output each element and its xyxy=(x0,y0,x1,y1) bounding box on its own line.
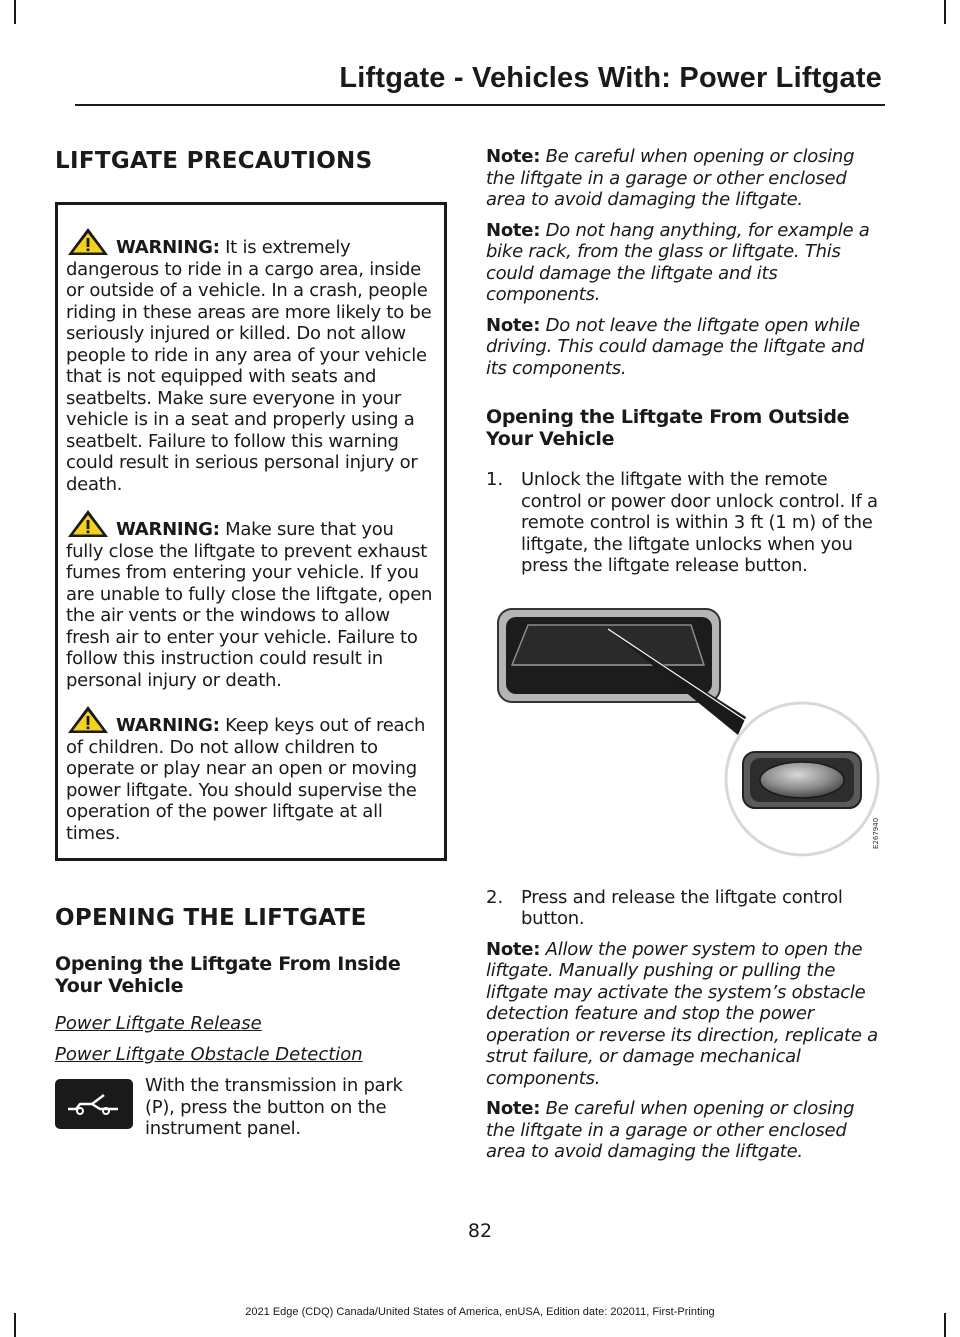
warning-label: WARNING: xyxy=(116,519,220,540)
step-text: Unlock the liftgate with the remote control or power door unlock control. If a remote control is within 3 ft (1 m) of the liftgate, the liftgate unlocks when you press the liftgate release button. xyxy=(521,469,878,576)
section-title-opening: OPENING THE LIFTGATE xyxy=(55,905,367,931)
link-power-liftgate-obstacle-detection[interactable]: Power Liftgate Obstacle Detection xyxy=(55,1043,363,1065)
subsection-title-outside: Opening the Liftgate From Outside Your Vehicle xyxy=(486,406,850,450)
document-footer: 2021 Edge (CDQ) Canada/United States of America, enUSA, Edition date: 202011, First-Printing xyxy=(245,1306,715,1318)
subsection-title-inside: Opening the Liftgate From Inside Your Vehicle xyxy=(55,953,401,997)
warning-item xyxy=(66,705,436,844)
left-column xyxy=(55,146,447,1140)
note-label: Note: xyxy=(486,219,541,241)
step-number: 1. xyxy=(486,469,504,490)
step-item xyxy=(486,469,882,577)
crop-mark xyxy=(944,0,946,24)
warning-text: Make sure that you fully close the liftgate to prevent exhaust fumes from entering your vehicle. If you are unable to fully close the liftgate, open the air vents or the windows to allow fresh air to enter your vehicle. Failure to follow this instruction could result in personal injury or death. xyxy=(66,519,433,691)
icon-instruction-text: With the transmission in park (P), press the button on the instrument panel. xyxy=(145,1075,403,1139)
warning-item xyxy=(66,227,436,495)
warning-box xyxy=(55,202,447,861)
liftgate-icon xyxy=(55,1079,133,1129)
note-label: Note: xyxy=(486,1098,541,1119)
warning-triangle-icon xyxy=(66,227,116,257)
section-title-precautions: LIFTGATE PRECAUTIONS xyxy=(55,148,373,174)
step-text: Press and release the liftgate control button. xyxy=(521,886,843,929)
figure-code: E267940 xyxy=(872,817,880,849)
page-header-title: Liftgate - Vehicles With: Power Liftgate xyxy=(339,62,882,94)
note-text: Be careful when opening or closing the liftgate in a garage or other enclosed area to avoid damaging the liftgate. xyxy=(486,1098,855,1162)
warning-text: Keep keys out of reach of children. Do not allow children to operate or play near an open or moving power liftgate. You should supervise the operation of the power liftgate at all times. xyxy=(66,715,426,844)
icon-instruction-row xyxy=(55,1075,447,1140)
note-text: Do not hang anything, for example a bike rack, from the glass or liftgate. This could damage the liftgate and its components. xyxy=(486,219,870,305)
header-divider xyxy=(75,104,885,106)
note-label: Note: xyxy=(486,314,541,336)
right-column xyxy=(486,146,882,1163)
note-text: Be careful when opening or closing the liftgate in a garage or other enclosed area to avoid damaging the liftgate. xyxy=(486,146,855,210)
warning-label: WARNING: xyxy=(116,715,220,736)
note xyxy=(486,220,882,306)
note xyxy=(486,315,882,380)
step-number: 2. xyxy=(486,886,504,908)
warning-label: WARNING: xyxy=(116,237,220,258)
note-text: Do not leave the liftgate open while driving. This could damage the liftgate and its components. xyxy=(486,314,865,379)
crop-mark xyxy=(14,0,16,24)
link-power-liftgate-release[interactable]: Power Liftgate Release xyxy=(55,1013,262,1034)
note xyxy=(486,146,882,211)
step-item xyxy=(486,887,882,930)
warning-text: It is extremely dangerous to ride in a cargo area, inside or outside of a vehicle. In a crash, people riding in these areas are more likely to be seriously injured or killed. Do not allow people to ride in any area of your vehicle that is not equipped with seats and seatbelts. Make sure everyone in your vehicle is in a seat and properly using a seatbelt. Failure to follow this warning could result in serious personal injury or death. xyxy=(66,237,432,495)
note-label: Note: xyxy=(486,938,541,960)
warning-item xyxy=(66,509,436,691)
warning-triangle-icon xyxy=(66,705,116,735)
note-text: Allow the power system to open the liftgate. Manually pushing or pulling the liftgate may activate the system’s obstacle detection feature and stop the power operation or reverse its direction, replicate a strut failure, or damage mechanical components. xyxy=(486,938,878,1089)
liftgate-release-button-illustration xyxy=(486,591,882,881)
note xyxy=(486,939,882,1090)
page-number: 82 xyxy=(467,1220,493,1242)
note-label: Note: xyxy=(486,146,541,167)
note xyxy=(486,1098,882,1163)
warning-triangle-icon xyxy=(66,509,116,539)
